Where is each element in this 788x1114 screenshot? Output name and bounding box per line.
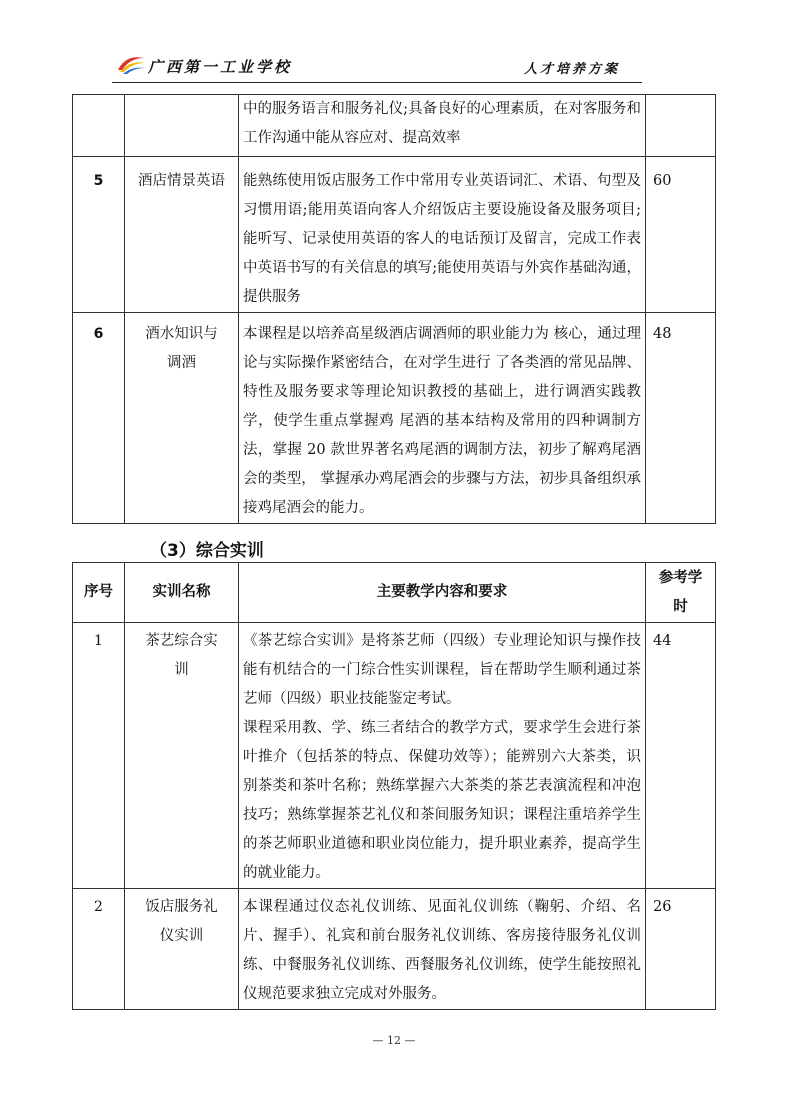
content-paragraph: 课程采用教、学、练三者结合的教学方式，要求学生会进行茶叶推介（包括茶的特点、保健功效等）；能辨别六大茶类，识别茶类和茶叶名称；熟练掌握六大茶类的茶艺表演流程和冲泡技巧；熟练掌握茶艺礼仪和茶间服务知识；课程注重培养学生的茶艺师职业道德和职业岗位能力，提升职业素养，提高学生的就业能力。	[243, 720, 641, 881]
school-logo-icon	[116, 52, 146, 76]
table-row	[73, 95, 716, 157]
school-name: 广西第一工业学校	[148, 58, 293, 76]
course-name: 酒店情景英语	[125, 157, 239, 313]
header-num: 序号	[73, 563, 125, 623]
training-name: 茶艺综合实训	[125, 623, 239, 889]
header-hours: 参考学时	[646, 563, 716, 623]
row-number: 6	[73, 313, 125, 524]
header-name: 实训名称	[125, 563, 239, 623]
table-row	[73, 623, 716, 889]
training-name: 饭店服务礼仪实训	[125, 889, 239, 1010]
course-hours	[646, 95, 716, 157]
section-heading: （3）综合实训	[150, 541, 264, 561]
course-name	[125, 95, 239, 157]
page-number: — 12 —	[372, 1034, 416, 1047]
table-row	[73, 313, 716, 524]
table-header-row	[73, 563, 716, 623]
content-paragraph: 《茶艺综合实训》是将茶艺师（四级）专业理论知识与操作技能有机结合的一门综合性实训课程，旨在帮助学生顺利通过茶艺师（四级）职业技能鉴定考试。	[243, 633, 641, 707]
row-number	[73, 95, 125, 157]
course-table-continued	[72, 94, 716, 524]
row-number: 1	[73, 623, 125, 889]
training-content	[239, 623, 646, 889]
header-content: 主要教学内容和要求	[239, 563, 646, 623]
course-name: 酒水知识与调酒	[125, 313, 239, 524]
row-number: 5	[73, 157, 125, 313]
course-content: 能熟练使用饭店服务工作中常用专业英语词汇、术语、句型及习惯用语;能用英语向客人介绍饭店主要设施设备及服务项目;能听写、记录使用英语的客人的电话预订及留言，完成工作表中英语书写的有关信息的填写;能使用英语与外宾作基础沟通，提供服务	[239, 157, 646, 313]
training-hours: 44	[646, 623, 716, 889]
course-hours: 48	[646, 313, 716, 524]
document-title: 人才培养方案	[523, 62, 620, 77]
course-content: 中的服务语言和服务礼仪;具备良好的心理素质，在对客服务和工作沟通中能从容应对、提高效率	[239, 95, 646, 157]
practical-training-table	[72, 562, 716, 1010]
training-hours: 26	[646, 889, 716, 1010]
course-content: 本课程是以培养高星级酒店调酒师的职业能力为 核心，通过理论与实际操作紧密结合，在对学生进行 了各类酒的常见品牌、特性及服务要求等理论知识教授的基础上，进行调酒实践教学，使学生重点掌握鸡 尾酒的基本结构及常用的四种调制方法，掌握 20 款世界著名鸡尾酒的调制方法，初步了解鸡尾酒会的类型， 掌握承办鸡尾酒会的步骤与方法，初步具备组织承接鸡尾酒会的能力。	[239, 313, 646, 524]
training-content: 本课程通过仪态礼仪训练、见面礼仪训练（鞠躬、介绍、名片、握手）、礼宾和前台服务礼仪训练、客房接待服务礼仪训练、中餐服务礼仪训练、西餐服务礼仪训练，使学生能按照礼仪规范要求独立完成对外服务。	[239, 889, 646, 1010]
table-row	[73, 157, 716, 313]
course-hours: 60	[646, 157, 716, 313]
row-number: 2	[73, 889, 125, 1010]
page-header	[112, 52, 642, 83]
table-row	[73, 889, 716, 1010]
